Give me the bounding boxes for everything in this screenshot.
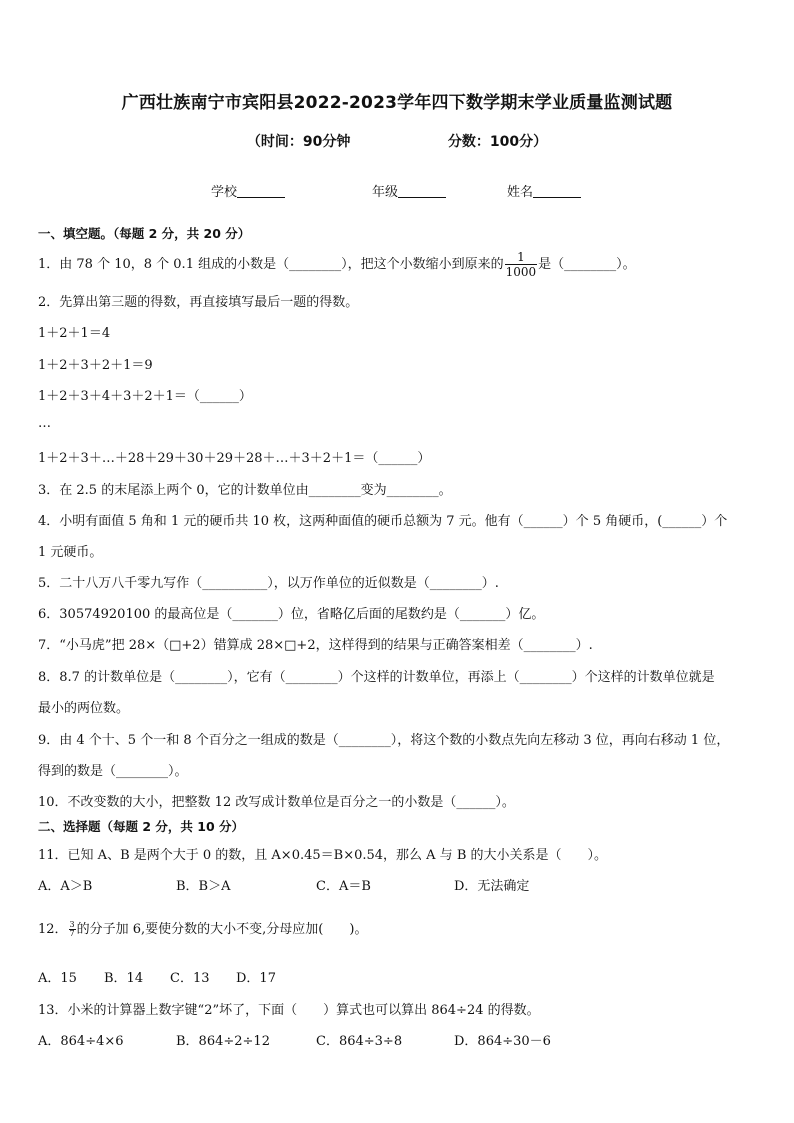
q2-ellipsis: …	[38, 416, 51, 431]
fraction-1-1000: $\frac{1}{1000}$	[505, 250, 537, 279]
option-d: D．864÷30－6	[454, 1034, 551, 1049]
subtitle	[0, 131, 794, 151]
page-title: 广西壮族南宁市宾阳县2022-2023学年四下数学期末学业质量监测试题	[121, 93, 673, 113]
question-3: 3．在 2.5 的末尾添上两个 0，它的计数单位由________变为________。	[38, 483, 452, 498]
question-6: 6．30574920100 的最高位是（_______）位，省略亿后面的尾数约是（_______）亿。	[38, 607, 545, 622]
q2-line-3: 1＋2＋3＋4＋3＋2＋1＝（______）	[38, 389, 252, 404]
option-d: D．17	[236, 971, 276, 986]
section-2-title: 二、选择题（每题 2 分，共 10 分）	[38, 819, 245, 834]
question-11: 11．已知 A、B 是两个大于 0 的数，且 A×0.45＝B×0.54，那么 A 与 B 的大小关系是（ ）。	[38, 848, 608, 863]
question-4: 4．小明有面值 5 角和 1 元的硬币共 10 枚，这两种面值的硬币总额为 7 元。他有（______）个 5 角硬币，(______）个	[38, 514, 728, 529]
question-13-options	[38, 1030, 551, 1049]
grade-field: 年级	[372, 181, 446, 200]
question-11-options	[38, 875, 529, 894]
question-7: 7．“小马虎”把 28×（□+2）错算成 28×□+2，这样得到的结果与正确答案相差（________）.	[38, 638, 593, 653]
option-a: A．864÷4×6	[38, 1034, 124, 1049]
question-5: 5．二十八万八千零九写作（__________），以万作单位的近似数是（________）.	[38, 576, 499, 591]
option-b: B．B＞A	[176, 879, 231, 894]
fraction-3-7: $\frac{3}{7}$	[69, 920, 75, 938]
option-c: C．864÷3÷8	[316, 1034, 403, 1049]
option-b: B．14	[104, 971, 144, 986]
q2-line-last: 1＋2＋3＋…＋28＋29＋30＋29＋28＋…＋3＋2＋1＝（______）	[38, 451, 431, 466]
question-8: 8．8.7 的计数单位是（________），它有（________）个这样的计数单位，再添上（________）个这样的计数单位就是	[38, 670, 715, 685]
option-a: A．A＞B	[38, 879, 93, 894]
question-9: 9．由 4 个十、5 个一和 8 个百分之一组成的数是（________），将这个数的小数点先向左移动 3 位，再向右移动 1 位，	[38, 733, 730, 748]
question-12-options	[38, 967, 276, 986]
section-1-title: 一、填空题。（每题 2 分，共 20 分）	[38, 226, 251, 241]
name-blank	[533, 183, 581, 198]
question-9-cont: 得到的数是（________）。	[38, 764, 188, 779]
q2-line-2: 1＋2＋3＋2＋1＝9	[38, 358, 153, 373]
option-c: C．A＝B	[316, 879, 371, 894]
option-c: C．13	[170, 971, 210, 986]
question-10: 10．不改变数的大小，把整数 12 改写成计数单位是百分之一的小数是（______）。	[38, 795, 515, 810]
option-b: B．864÷2÷12	[176, 1034, 270, 1049]
question-1: 1．由 78 个 10，8 个 0.1 组成的小数是（________），把这个小数缩小到原来的 $\frac{1}{1000}$ 是（________）。	[38, 250, 636, 279]
question-12: 12． $\frac{3}{7}$ 的分子加 6,要使分数的大小不变,分母应加( )。	[38, 920, 368, 938]
q2-line-1: 1＋2＋1＝4	[38, 326, 111, 341]
exam-score: 分数：100分）	[447, 134, 548, 150]
school-field: 学校	[211, 181, 285, 200]
school-blank	[237, 183, 285, 198]
question-8-cont: 最小的两位数。	[38, 701, 130, 716]
question-4-cont: 1 元硬币。	[38, 545, 103, 560]
question-2: 2．先算出第三题的得数，再直接填写最后一题的得数。	[38, 295, 359, 310]
option-a: A．15	[38, 971, 77, 986]
grade-blank	[398, 183, 446, 198]
question-13: 13．小米的计算器上数字键“2”坏了，下面（ ）算式也可以算出 864÷24 的得数。	[38, 1003, 540, 1018]
option-d: D．无法确定	[454, 879, 530, 894]
exam-time: （时间：90分钟	[246, 134, 351, 150]
name-field: 姓名	[507, 181, 581, 200]
